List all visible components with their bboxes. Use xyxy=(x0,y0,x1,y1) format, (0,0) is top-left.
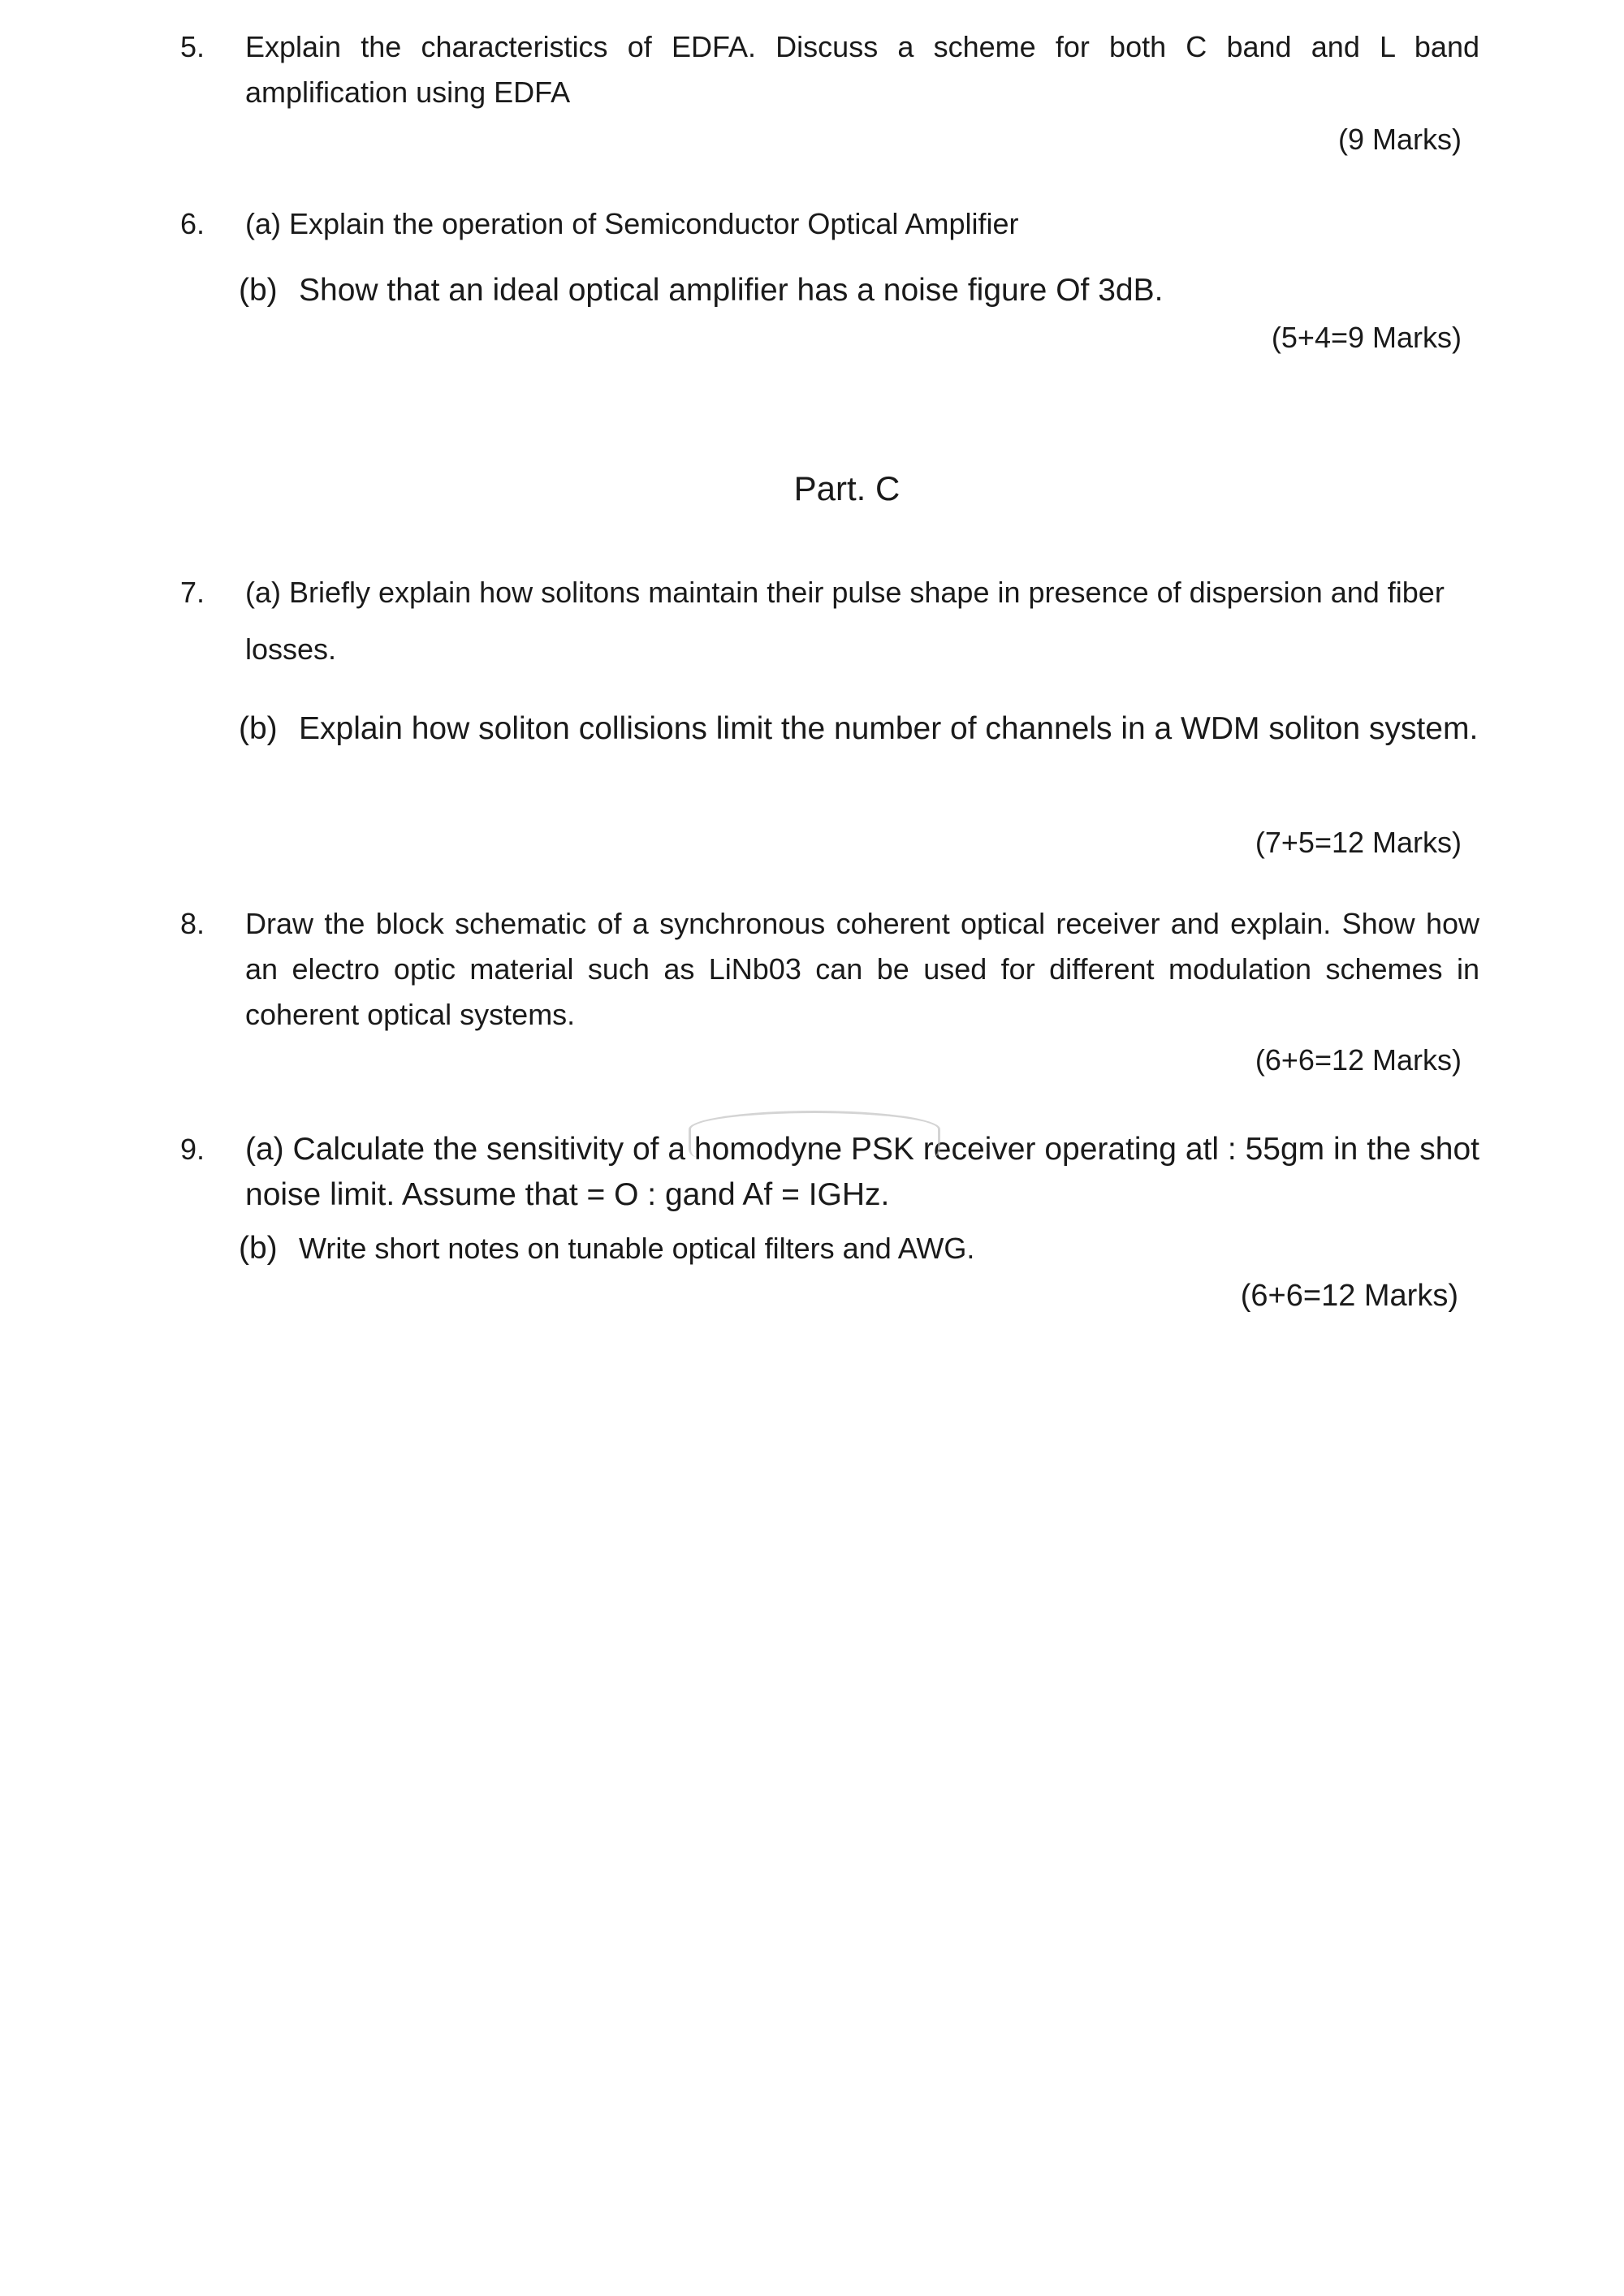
question-marks: (5+4=9 Marks) xyxy=(1271,321,1462,354)
question-marks: (6+6=12 Marks) xyxy=(1240,1279,1458,1313)
question-number: 8. xyxy=(180,907,205,940)
part-label: (b) xyxy=(239,1231,278,1266)
section-title: Part. C xyxy=(793,469,901,507)
question-text: Draw the block schematic of a synchronous coherent optical receiver and explain. Show how an electro optic material such as LiNb03 can be used for different modulation schemes in coherent optical systems. xyxy=(245,907,1479,1031)
question-part-a: (a) Explain the operation of Semiconductor Optical Amplifier xyxy=(245,207,1019,240)
question-number: 9. xyxy=(180,1133,205,1166)
part-text: Show that an ideal optical amplifier has a noise figure Of 3dB. xyxy=(299,273,1164,308)
question-number: 6. xyxy=(180,207,205,240)
question-marks: (7+5=12 Marks) xyxy=(1255,826,1462,859)
question-part-a-continued: losses. xyxy=(245,632,337,666)
question-marks: (9 Marks) xyxy=(1338,123,1462,156)
question-part-a: (a) Calculate the sensitivity of a homodyne PSK receiver operating atl : 55gm in the shot noise limit. Assume that = O : gand Af = IGHz. xyxy=(245,1132,1479,1212)
watermark-stamp xyxy=(689,1111,940,1157)
question-number: 5. xyxy=(180,30,205,63)
question-number: 7. xyxy=(180,576,205,609)
question-part-a: (a) Briefly explain how solitons maintain their pulse shape in presence of dispersion and fiber xyxy=(245,576,1445,609)
part-text: Explain how soliton collisions limit the number of channels in a WDM soliton system. xyxy=(299,711,1479,746)
part-label: (b) xyxy=(239,711,278,746)
part-label: (b) xyxy=(239,273,278,308)
question-marks: (6+6=12 Marks) xyxy=(1255,1043,1462,1077)
part-text: Write short notes on tunable optical filters and AWG. xyxy=(299,1232,975,1265)
question-text: Explain the characteristics of EDFA. Discuss a scheme for both C band and L band amplification using EDFA xyxy=(245,30,1479,109)
